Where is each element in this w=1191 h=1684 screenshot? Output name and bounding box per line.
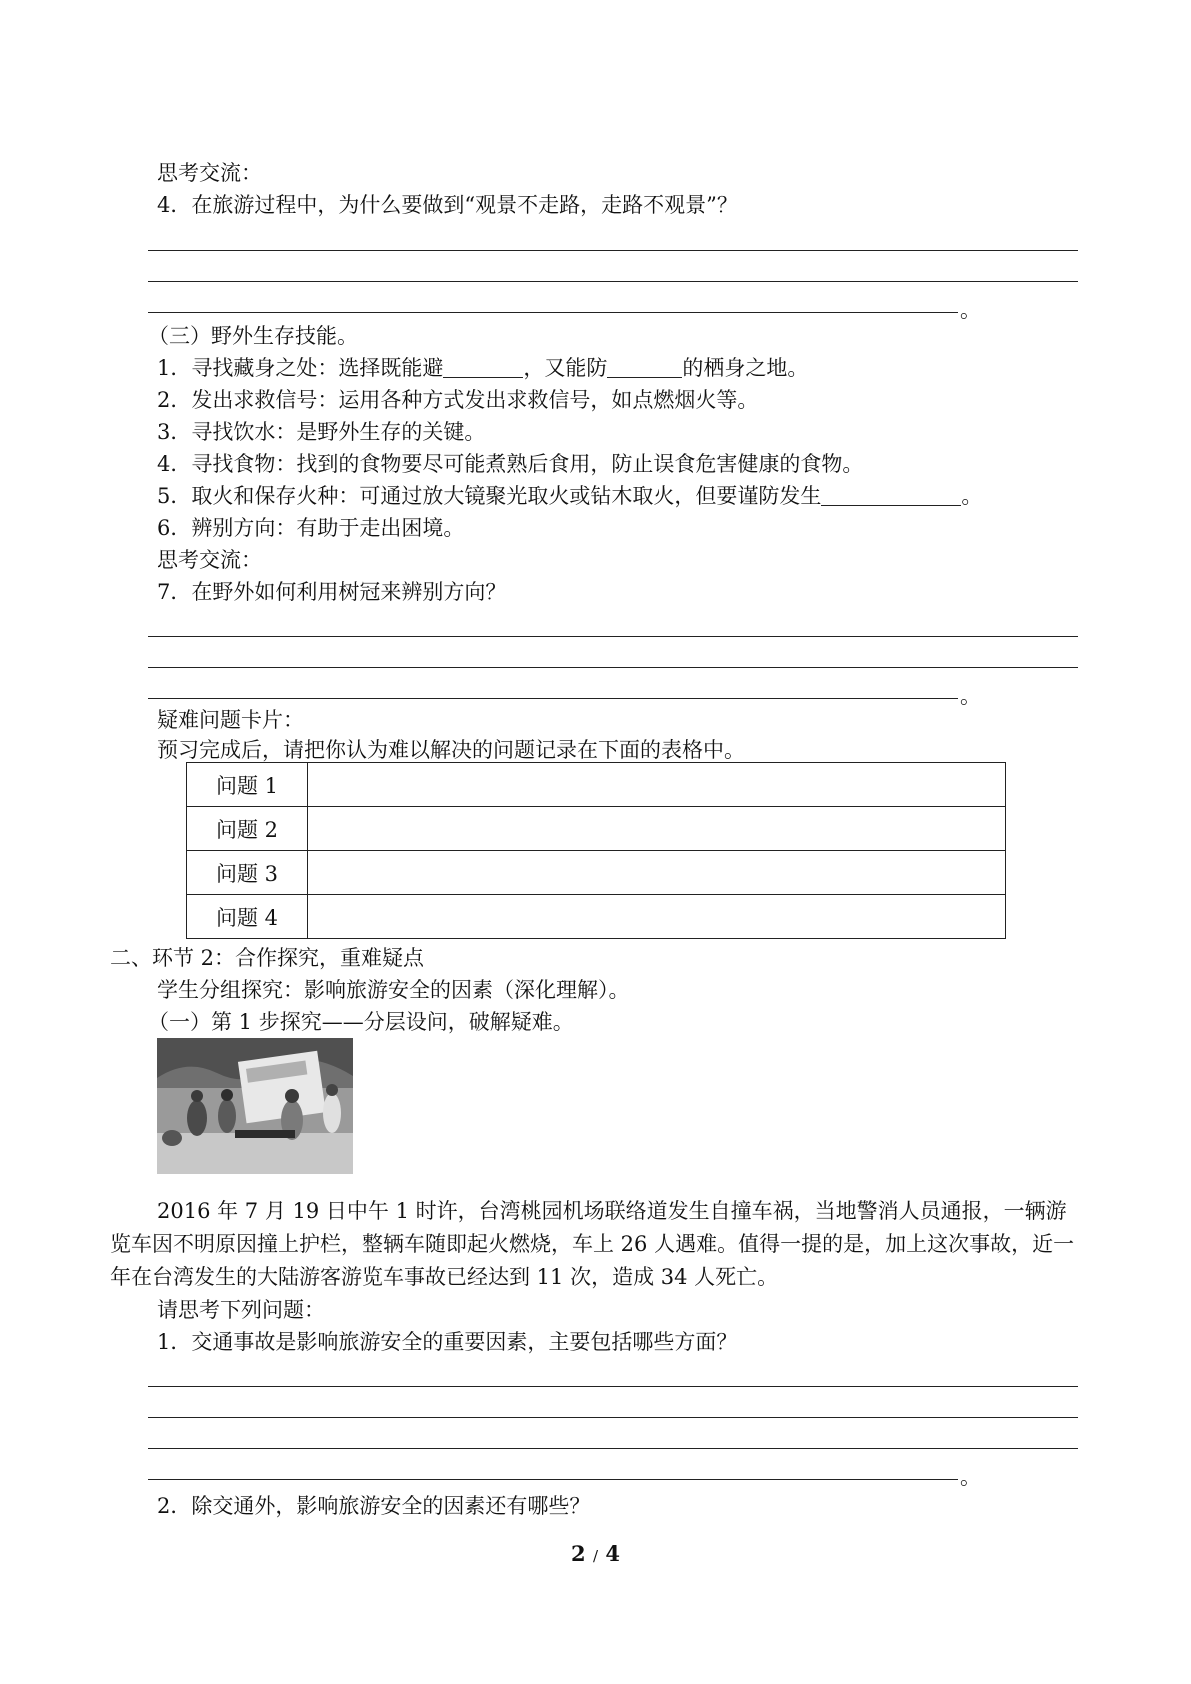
survival-item-5 bbox=[157, 482, 982, 510]
difficulty-instruction: 预习完成后，请把你认为难以解决的问题记录在下面的表格中。 bbox=[157, 738, 745, 762]
think-heading-1: 思考交流： bbox=[157, 161, 262, 185]
step1-heading: （一）第 1 步探究——分层设问，破解疑难。 bbox=[148, 1010, 574, 1034]
table-row bbox=[187, 895, 1006, 939]
question-label: 问题 3 bbox=[187, 851, 308, 895]
question-4: 4．在旅游过程中，为什么要做到“观景不走路，走路不观景”？ bbox=[157, 193, 738, 217]
answer-line[interactable] bbox=[148, 1386, 1078, 1387]
end-mark: 。 bbox=[960, 1465, 981, 1489]
survival-heading: （三）野外生存技能。 bbox=[148, 324, 358, 348]
part2-subheading: 学生分组探究：影响旅游安全的因素（深化理解）。 bbox=[157, 978, 630, 1002]
answer-line[interactable] bbox=[148, 1479, 958, 1480]
accident-photo bbox=[157, 1038, 353, 1174]
survival-item-1-part-a: 1．寻找藏身之处：选择既能避 bbox=[157, 356, 444, 380]
survival-item-6: 6．辨别方向：有助于走出困境。 bbox=[157, 516, 465, 540]
question-cell[interactable] bbox=[308, 851, 1006, 895]
page-separator: / bbox=[592, 1547, 599, 1565]
part2-heading: 二、环节 2：合作探究，重难疑点 bbox=[110, 946, 425, 970]
table-row bbox=[187, 807, 1006, 851]
page-current: 2 bbox=[571, 1541, 586, 1566]
answer-line[interactable] bbox=[148, 698, 958, 699]
question-table bbox=[186, 762, 1006, 939]
question-7: 7．在野外如何利用树冠来辨别方向？ bbox=[157, 580, 507, 604]
survival-item-1-part-b: ，又能防 bbox=[523, 356, 608, 380]
page-number bbox=[0, 1541, 1191, 1566]
fill-blank[interactable] bbox=[821, 485, 961, 506]
end-mark: 。 bbox=[960, 298, 981, 322]
fill-blank[interactable] bbox=[607, 357, 682, 378]
survival-item-3: 3．寻找饮水：是野外生存的关键。 bbox=[157, 420, 486, 444]
think-heading-2: 思考交流： bbox=[157, 548, 262, 572]
question-label: 问题 1 bbox=[187, 763, 308, 807]
part2-question-1: 1．交通事故是影响旅游安全的重要因素，主要包括哪些方面？ bbox=[157, 1330, 738, 1354]
question-label: 问题 4 bbox=[187, 895, 308, 939]
answer-line[interactable] bbox=[148, 1417, 1078, 1418]
survival-item-1 bbox=[157, 354, 808, 382]
question-cell[interactable] bbox=[308, 895, 1006, 939]
fill-blank[interactable] bbox=[443, 357, 523, 378]
part2-question-2: 2．除交通外，影响旅游安全的因素还有哪些？ bbox=[157, 1494, 591, 1518]
answer-line[interactable] bbox=[148, 281, 1078, 282]
question-cell[interactable] bbox=[308, 763, 1006, 807]
table-row bbox=[187, 763, 1006, 807]
question-label: 问题 2 bbox=[187, 807, 308, 851]
survival-item-1-part-c: 的栖身之地。 bbox=[682, 356, 809, 380]
survival-item-4: 4．寻找食物：找到的食物要尽可能煮熟后食用，防止误食危害健康的食物。 bbox=[157, 452, 864, 476]
question-cell[interactable] bbox=[308, 807, 1006, 851]
answer-line[interactable] bbox=[148, 312, 958, 313]
survival-item-2: 2．发出求救信号：运用各种方式发出求救信号，如点燃烟火等。 bbox=[157, 388, 759, 412]
page-total: 4 bbox=[605, 1541, 620, 1566]
answer-line[interactable] bbox=[148, 667, 1078, 668]
answer-line[interactable] bbox=[148, 636, 1078, 637]
survival-item-5-part-a: 5．取火和保存火种：可通过放大镜聚光取火或钻木取火，但要谨防发生 bbox=[157, 484, 822, 508]
difficulty-heading: 疑难问题卡片： bbox=[157, 708, 304, 732]
answer-line[interactable] bbox=[148, 250, 1078, 251]
table-row bbox=[187, 851, 1006, 895]
answer-line[interactable] bbox=[148, 1448, 1078, 1449]
accident-paragraph: 2016 年 7 月 19 日中午 1 时许，台湾桃园机场联络道发生自撞车祸，当地警消人员通报，一辆游览车因不明原因撞上护栏，整辆车随即起火燃烧，车上 26 人遇难。值得一提的是，加上这次事故，近一年在台湾发生的大陆游客游览车事故已经达到 11 次，造成 34 人死亡。 bbox=[110, 1199, 1075, 1289]
end-mark: 。 bbox=[960, 684, 981, 708]
accident-photo-graphic bbox=[157, 1038, 353, 1174]
survival-item-5-part-b: 。 bbox=[961, 484, 983, 508]
think-prompt: 请思考下列问题： bbox=[157, 1298, 325, 1322]
